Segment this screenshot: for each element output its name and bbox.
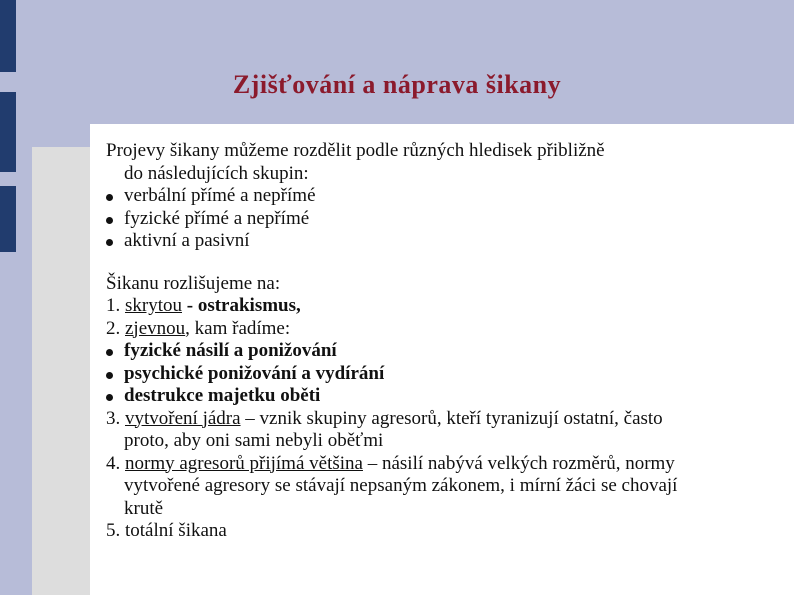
bullet-icon xyxy=(106,349,113,356)
bullet-icon xyxy=(106,372,113,379)
bullet-icon xyxy=(106,394,113,401)
type-item-cont: vytvořené agresory se stávají nepsaným zákonem, i mírní žáci se chovají xyxy=(124,475,678,496)
types-heading: Šikanu rozlišujeme na: xyxy=(106,272,281,294)
list-item: destrukce majetku oběti xyxy=(106,385,766,408)
list-item: aktivní a pasivní xyxy=(106,230,766,253)
intro-line: do následujících skupin: xyxy=(124,162,309,184)
type-item-cont: krutě xyxy=(124,497,164,519)
bullet-icon xyxy=(106,194,113,201)
type-item: 2. zjevnou, kam řadíme: xyxy=(106,317,291,339)
list-item: fyzické přímé a nepřímé xyxy=(106,208,766,231)
list-item: fyzické násilí a ponižování xyxy=(106,340,766,363)
type-item-cont: proto, aby oni sami nebyli oběťmi xyxy=(124,430,384,451)
bullet-icon xyxy=(106,239,113,246)
type-item: 5. totální šikana xyxy=(106,520,227,541)
type-item: 1. skrytou - ostrakismus, xyxy=(106,295,301,316)
list-item: psychické ponižování a vydírání xyxy=(106,363,766,386)
bullet-icon xyxy=(106,217,113,224)
accent-bar xyxy=(0,92,16,172)
accent-bar xyxy=(0,0,16,72)
intro-line: Projevy šikany můžeme rozdělit podle různých hledisek přibližně xyxy=(106,140,605,161)
type-item: 4. normy agresorů přijímá většina – násilí nabývá velkých rozměrů, normy xyxy=(106,452,675,474)
type-item: 3. vytvoření jádra – vznik skupiny agresorů, kteří tyranizují ostatní, často xyxy=(106,407,663,429)
accent-bar xyxy=(0,186,16,252)
slide-body xyxy=(106,140,766,543)
slide-title: Zjišťování a náprava šikany xyxy=(232,70,562,99)
list-item: verbální přímé a nepřímé xyxy=(106,185,766,208)
